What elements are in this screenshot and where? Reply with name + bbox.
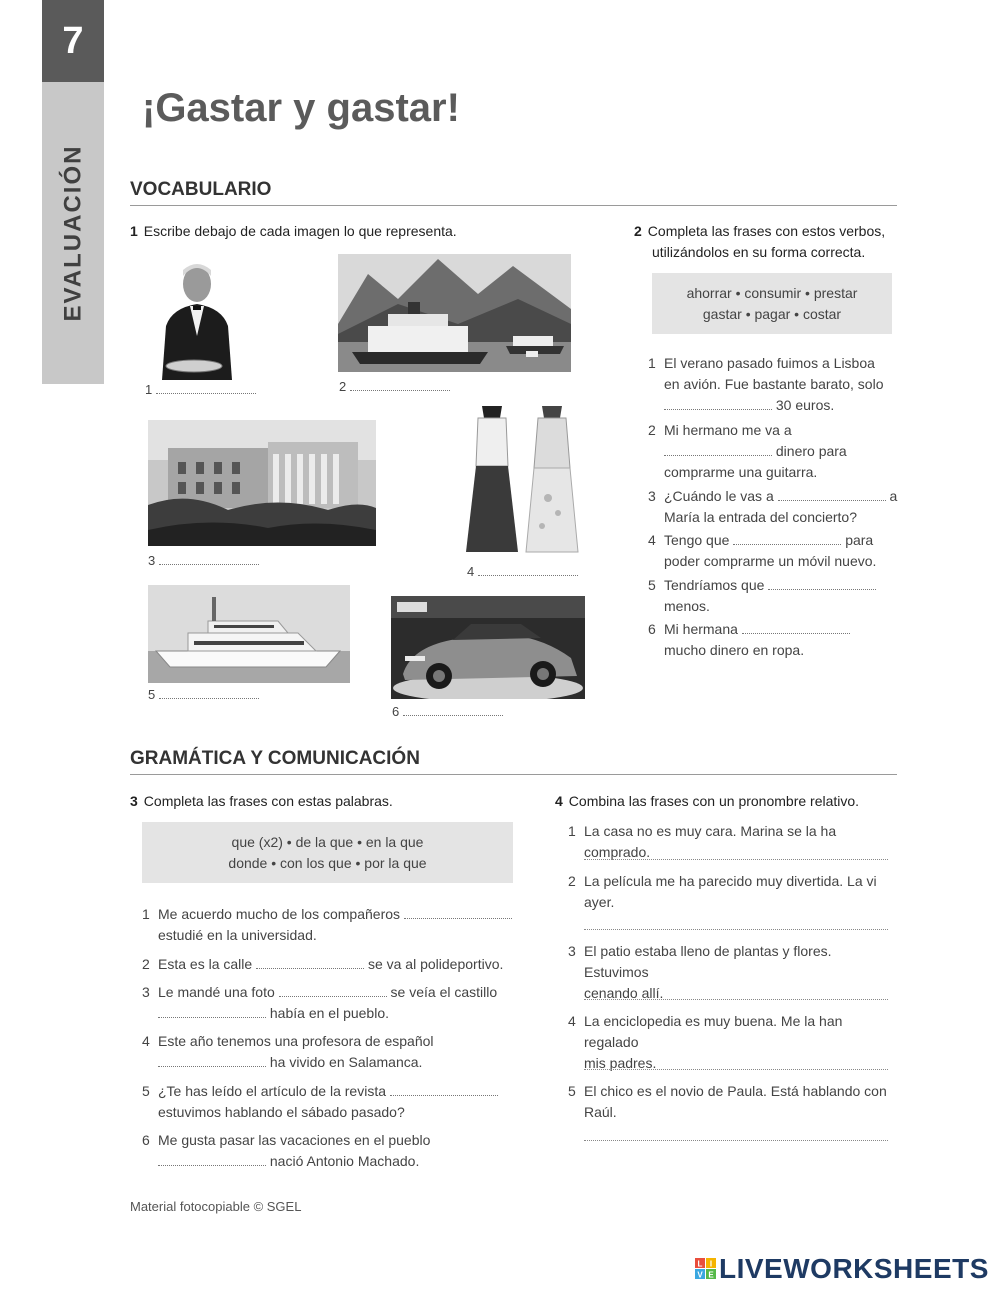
section-rule (130, 774, 897, 775)
answer-blank[interactable] (478, 562, 578, 576)
section-heading-gramatica: GRAMÁTICA Y COMUNICACIÓN (130, 748, 420, 769)
cube-icon (695, 1258, 717, 1280)
ex3-item-6: 6 Me gusta pasar las vacaciones en el pueblo nació Antonio Machado. (142, 1132, 431, 1169)
answer-blank[interactable] (158, 1152, 266, 1166)
dresses-photo (458, 398, 592, 558)
ex3-word-box: que (x2) • de la que • en la que donde • con los que • por la que (142, 822, 513, 883)
answer-line[interactable] (584, 998, 888, 1000)
answer-blank[interactable] (664, 442, 772, 456)
answer-line[interactable] (584, 1068, 888, 1070)
answer-blank[interactable] (742, 620, 850, 634)
ex4-item-4: 4 La enciclopedia es muy buena. Me la han regalado mis padres. (568, 1013, 843, 1071)
ex3-item-3: 3 Le mandé una foto se veía el castillo había en el pueblo. (142, 984, 498, 1021)
answer-blank[interactable] (256, 955, 364, 969)
answer-blank[interactable] (778, 487, 886, 501)
cube-letter: V (697, 1270, 703, 1280)
sports-car-photo (391, 596, 585, 699)
ex3-item-5: 5 ¿Te has leído el artículo de la revista estuvimos hablando el sábado pasado? (142, 1081, 522, 1123)
ex4-item-3: 3 El patio estaba lleno de plantas y flores. Estuvimos cenando allí. (568, 943, 832, 1001)
waiter-photo (152, 256, 242, 380)
answer-blank[interactable] (279, 983, 387, 997)
answer-blank[interactable] (403, 702, 503, 716)
answer-blank[interactable] (390, 1082, 498, 1096)
ex2-item-2: 2 Mi hermano me va a dinero para comprarme una guitarra. (648, 422, 847, 480)
answer-blank[interactable] (404, 905, 512, 919)
unit-number: 7 (42, 0, 104, 82)
cube-letter: E (708, 1270, 714, 1280)
page-title: ¡Gastar y gastar! (142, 86, 460, 130)
answer-blank[interactable] (159, 685, 259, 699)
answer-blank[interactable] (768, 576, 876, 590)
ex2-item-6: 6 Mi hermana mucho dinero en ropa. (648, 619, 898, 661)
ex3-item-2: 2 Esta es la calle se va al polideportivo. (142, 956, 504, 972)
ex2-item-5: 5 Tendríamos que menos. (648, 575, 898, 617)
photo-label-4: 4 (467, 562, 578, 579)
yacht-photo (148, 585, 350, 683)
answer-blank[interactable] (350, 377, 450, 391)
cruise-ship-photo (338, 254, 571, 372)
brand-name: LIVEWORKSHEETS (719, 1253, 989, 1284)
ex3-instruction: 3 Completa las frases con estas palabras. (130, 793, 393, 809)
ex3-item-1: 1 Me acuerdo mucho de los compañeros estudié en la universidad. (142, 904, 522, 946)
cube-letter: L (697, 1259, 703, 1269)
ex4-item-1: 1 La casa no es muy cara. Marina se la ha comprado. (568, 823, 837, 860)
photo-label-3: 3 (148, 551, 259, 568)
photo-label-5: 5 (148, 685, 259, 702)
answer-line[interactable] (584, 928, 888, 930)
footer-copyright: Material fotocopiable © SGEL (130, 1199, 302, 1214)
ex4-instruction: 4 Combina las frases con un pronombre relativo. (555, 793, 860, 809)
answer-blank[interactable] (733, 531, 841, 545)
ex2-item-3: 3 ¿Cuándo le vas a a María la entrada del concierto? (648, 488, 898, 525)
photo-label-6: 6 (392, 702, 503, 719)
photo-label-2: 2 (339, 377, 450, 394)
answer-blank[interactable] (664, 396, 772, 410)
answer-blank[interactable] (159, 551, 259, 565)
ex3-item-4: 4 Este año tenemos una profesora de español ha vivido en Salamanca. (142, 1033, 434, 1070)
ex4-item-2: 2 La película me ha parecido muy divertida. La vi ayer. (568, 873, 877, 910)
answer-blank[interactable] (158, 1053, 266, 1067)
ex2-instruction: 2 Completa las frases con estos verbos, utilizándolos en su forma correcta. (634, 223, 886, 260)
cube-letter: I (709, 1259, 713, 1269)
photo-label-1: 1 (145, 380, 256, 397)
side-label: EVALUACIÓN (59, 144, 87, 322)
liveworksheets-logo (695, 1253, 989, 1285)
mansion-photo (148, 420, 376, 546)
ex4-item-5: 5 El chico es el novio de Paula. Está hablando con Raúl. (568, 1083, 887, 1120)
ex1-instruction: 1 Escribe debajo de cada imagen lo que representa. (130, 223, 457, 239)
answer-line[interactable] (584, 1139, 888, 1141)
section-rule (130, 205, 897, 206)
answer-blank[interactable] (158, 1004, 266, 1018)
ex2-word-box: ahorrar • consumir • prestar gastar • pagar • costar (652, 273, 892, 334)
ex2-item-1: 1 El verano pasado fuimos a Lisboa en avión. Fue bastante barato, solo 30 euros. (648, 355, 884, 413)
section-heading-vocabulario: VOCABULARIO (130, 179, 272, 200)
answer-line[interactable] (584, 858, 888, 860)
answer-blank[interactable] (156, 380, 256, 394)
ex2-item-4: 4 Tengo que para poder comprarme un móvil nuevo. (648, 532, 877, 569)
